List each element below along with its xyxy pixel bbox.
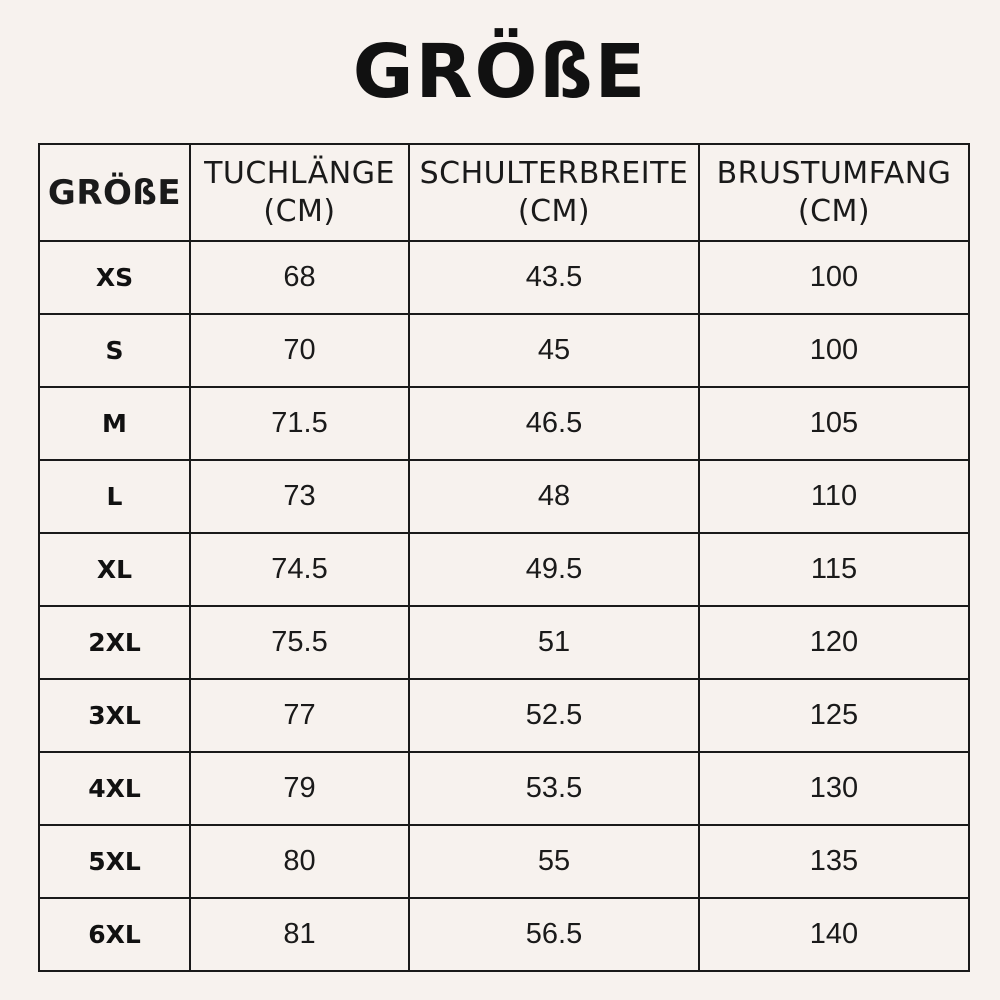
schulterbreite-cell: 46.5 [409, 387, 699, 460]
brustumfang-cell: 135 [699, 825, 969, 898]
size-cell: 5XL [39, 825, 190, 898]
tuchlaenge-cell: 68 [190, 241, 409, 314]
table-row [39, 314, 969, 387]
table-header-row [39, 144, 969, 241]
size-cell: L [39, 460, 190, 533]
table-row [39, 533, 969, 606]
brustumfang-cell: 130 [699, 752, 969, 825]
brustumfang-cell: 110 [699, 460, 969, 533]
tuchlaenge-cell: 80 [190, 825, 409, 898]
table-row [39, 241, 969, 314]
brustumfang-cell: 100 [699, 241, 969, 314]
size-cell: S [39, 314, 190, 387]
header-size-label: GRÖßE [47, 172, 182, 213]
tuchlaenge-cell: 73 [190, 460, 409, 533]
tuchlaenge-cell: 81 [190, 898, 409, 971]
size-cell: XS [39, 241, 190, 314]
page-title: GRÖßE [352, 29, 648, 115]
table-row [39, 606, 969, 679]
table-row [39, 825, 969, 898]
size-cell: 4XL [39, 752, 190, 825]
header-schulterbreite-label: SCHULTERBREITE [419, 155, 689, 191]
size-chart-table [38, 143, 970, 972]
header-size [39, 144, 190, 241]
table-row [39, 387, 969, 460]
schulterbreite-cell: 45 [409, 314, 699, 387]
tuchlaenge-cell: 79 [190, 752, 409, 825]
size-cell: 6XL [39, 898, 190, 971]
brustumfang-cell: 140 [699, 898, 969, 971]
schulterbreite-cell: 43.5 [409, 241, 699, 314]
schulterbreite-cell: 52.5 [409, 679, 699, 752]
table-row [39, 460, 969, 533]
brustumfang-cell: 120 [699, 606, 969, 679]
schulterbreite-cell: 48 [409, 460, 699, 533]
brustumfang-cell: 115 [699, 533, 969, 606]
header-schulterbreite-unit: (CM) [517, 193, 591, 229]
header-tuchlaenge-label: TUCHLÄNGE [204, 155, 395, 191]
schulterbreite-cell: 49.5 [409, 533, 699, 606]
schulterbreite-cell: 56.5 [409, 898, 699, 971]
size-cell: 3XL [39, 679, 190, 752]
schulterbreite-cell: 55 [409, 825, 699, 898]
table-row [39, 679, 969, 752]
tuchlaenge-cell: 74.5 [190, 533, 409, 606]
size-cell: 2XL [39, 606, 190, 679]
size-cell: XL [39, 533, 190, 606]
header-brustumfang-label: BRUSTUMFANG [716, 155, 952, 191]
size-cell: M [39, 387, 190, 460]
header-brustumfang-unit: (CM) [797, 193, 871, 229]
brustumfang-cell: 100 [699, 314, 969, 387]
brustumfang-cell: 105 [699, 387, 969, 460]
tuchlaenge-cell: 71.5 [190, 387, 409, 460]
brustumfang-cell: 125 [699, 679, 969, 752]
schulterbreite-cell: 53.5 [409, 752, 699, 825]
header-schulterbreite [409, 144, 699, 241]
table-row [39, 898, 969, 971]
header-tuchlaenge [190, 144, 409, 241]
table-row [39, 752, 969, 825]
tuchlaenge-cell: 77 [190, 679, 409, 752]
schulterbreite-cell: 51 [409, 606, 699, 679]
tuchlaenge-cell: 75.5 [190, 606, 409, 679]
header-brustumfang [699, 144, 969, 241]
header-tuchlaenge-unit: (CM) [263, 193, 336, 229]
tuchlaenge-cell: 70 [190, 314, 409, 387]
